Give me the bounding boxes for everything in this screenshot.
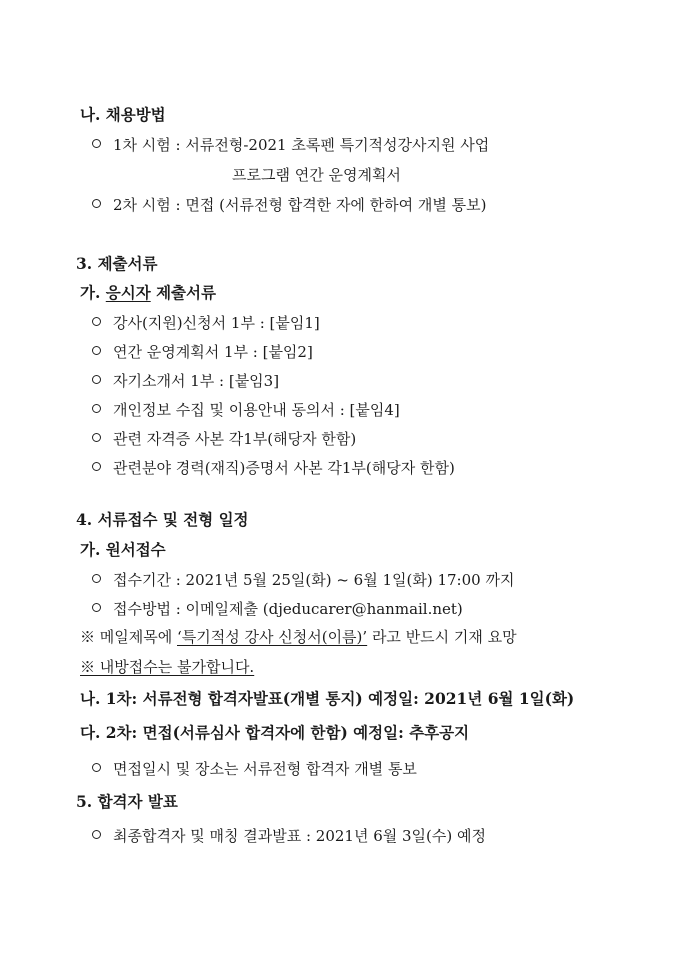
- bullet-icon: [92, 317, 101, 326]
- bullet-icon: [92, 603, 101, 612]
- list-item: 개인정보 수집 및 이용안내 동의서 : [붙임4]: [92, 400, 400, 420]
- bullet-icon: [92, 346, 101, 355]
- list-item: 접수기간 : 2021년 5월 25일(화) ~ 6월 1일(화) 17:00 까지: [92, 570, 514, 590]
- list-item: 자기소개서 1부 : [붙임3]: [92, 371, 279, 391]
- bullet-icon: [92, 139, 101, 148]
- list-item-continuation: 프로그램 연간 운영계획서: [232, 166, 401, 184]
- bullet-icon: [92, 830, 101, 839]
- note-no-visit: ※ 내방접수는 불가합니다.: [80, 658, 255, 676]
- item-text: 1차 시험 : 서류전형-2021 초록펜 특기적성강사지원 사업: [113, 136, 490, 154]
- heading-submit-docs: 3. 제출서류: [76, 254, 158, 273]
- bullet-icon: [92, 404, 101, 413]
- list-item: 관련분야 경력(재직)증명서 사본 각1부(해당자 한함): [92, 458, 455, 478]
- list-item: 접수방법 : 이메일제출 (djeducarer@hanmail.net): [92, 599, 463, 619]
- list-item: 강사(지원)신청서 1부 : [붙임1]: [92, 313, 320, 333]
- subheading-first-result: 나. 1차: 서류전형 합격자발표(개별 통지) 예정일: 2021년 6월 1일(화): [80, 689, 575, 708]
- note-mail-subject: ※ 메일제목에 ‘특기적성 강사 신청서(이름)’ 라고 반드시 기재 요망: [80, 628, 517, 646]
- bullet-icon: [92, 199, 101, 208]
- list-item: 관련 자격증 사본 각1부(해당자 한함): [92, 429, 356, 449]
- heading-schedule: 4. 서류접수 및 전형 일정: [76, 510, 249, 529]
- list-item: 연간 운영계획서 1부 : [붙임2]: [92, 342, 313, 362]
- bullet-icon: [92, 375, 101, 384]
- bullet-icon: [92, 574, 101, 583]
- list-item: 면접일시 및 장소는 서류전형 합격자 개별 통보: [92, 759, 417, 779]
- list-item: [92, 195, 487, 215]
- subheading-application: 가. 원서접수: [80, 540, 166, 559]
- list-item: 최종합격자 및 매칭 결과발표 : 2021년 6월 3일(수) 예정: [92, 826, 486, 846]
- bullet-icon: [92, 763, 101, 772]
- bullet-icon: [92, 462, 101, 471]
- heading-announcement: 5. 합격자 발표: [76, 792, 178, 811]
- list-item: [92, 135, 489, 155]
- subheading-applicant-docs: 가. 응시자 제출서류: [80, 283, 216, 302]
- bullet-icon: [92, 433, 101, 442]
- subheading-interview: 다. 2차: 면접(서류심사 합격자에 한함) 예정일: 추후공지: [80, 723, 470, 742]
- item-text: 2차 시험 : 면접 (서류전형 합격한 자에 한하여 개별 통보): [113, 196, 487, 214]
- heading-recruit-method: 나. 채용방법: [80, 105, 166, 124]
